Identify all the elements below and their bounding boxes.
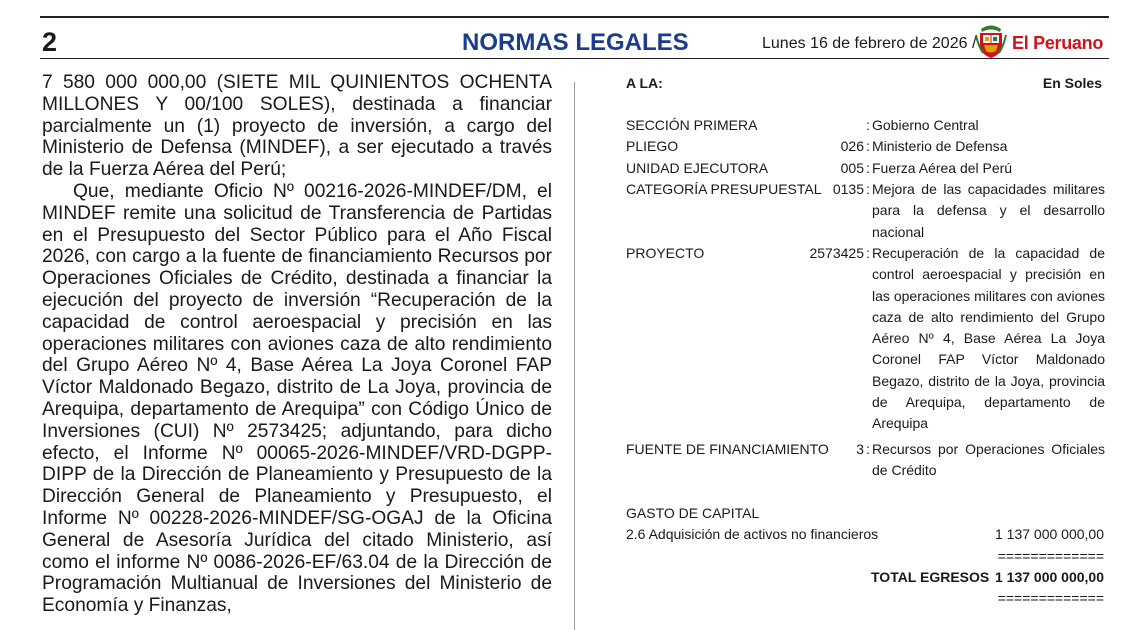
- page-number: 2: [42, 27, 58, 57]
- row-code-categoria: 0135: [832, 181, 864, 197]
- row-desc-fuente: : Recursos por Operaciones Oficiales de Crédito: [866, 441, 1105, 479]
- row-label-proyecto: PROYECTO: [626, 245, 705, 261]
- row-label-pliego: PLIEGO: [626, 138, 679, 154]
- subtotal-separator: =============: [997, 548, 1104, 564]
- row-desc-pliego: : Ministerio de Defensa: [866, 138, 1008, 154]
- total-separator: =============: [997, 590, 1104, 606]
- header-bottom-rule: [40, 58, 1109, 59]
- row-desc-unidad: : Fuerza Aérea del Perú: [866, 160, 1013, 176]
- header-top-rule: [40, 16, 1109, 18]
- column-divider: [574, 82, 575, 630]
- row-label-seccion: SECCIÓN PRIMERA: [626, 117, 758, 133]
- paragraph-continuation: 7 580 000 000,00 (SIETE MIL QUINIENTOS OCHENTA MILLONES Y 00/100 SOLES), destinada a financiar parcialmente un (1) proyecto de inversión, a cargo del Ministerio de Defensa (MINDEF), a ser ejecutado a través de la Fuerza Aérea del Perú;: [42, 72, 552, 181]
- expense-item-label: 2.6 Adquisición de activos no financieros: [626, 526, 879, 542]
- row-desc-seccion: : Gobierno Central: [866, 117, 979, 133]
- row-label-unidad: UNIDAD EJECUTORA: [626, 160, 769, 176]
- row-desc-proyecto: : Recuperación de la capacidad de control aeroespacial y precisión en las operaciones militares con aviones caza de alto rendimiento del Grupo Aéreo Nº 4, Base Aérea La Joya Coronel FAP Víctor Maldonado Begazo, distrito de la Joya, provincia de Arequipa, departamento de Arequipa: [866, 245, 1105, 432]
- total-label: TOTAL EGRESOS: [871, 569, 990, 585]
- row-code-fuente: 3: [856, 441, 864, 457]
- heading-a-la: A LA:: [626, 75, 663, 91]
- row-desc-categoria: : Mejora de las capacidades militares para la defensa y el desarrollo nacional: [866, 181, 1105, 240]
- row-code-unidad: 005: [840, 160, 864, 176]
- expense-item-amount: 1 137 000 000,00: [995, 526, 1104, 542]
- row-code-proyecto: 2573425: [809, 245, 864, 261]
- section-title: NORMAS LEGALES: [462, 29, 689, 56]
- left-column-text: [42, 72, 552, 617]
- expense-heading: GASTO DE CAPITAL: [626, 505, 760, 521]
- paragraph-que: Que, mediante Oficio Nº 00216-2026-MINDEF/DM, el MINDEF remite una solicitud de Transferencia de Partidas en el Presupuesto del Sector Público para el Año Fiscal 2026, con cargo a la fuente de financiamiento Recursos por Operaciones Oficiales de Crédito, destinada a financiar la ejecución del proyecto de inversión “Recuperación de la capacidad de control aeroespacial y precisión en las operaciones militares con aviones caza de alto rendimiento del Grupo Aéreo Nº 4, Base Aérea La Joya Coronel FAP Víctor Maldonado Begazo, distrito de La Joya, provincia de Arequipa, departamento de Arequipa” con Código Único de Inversiones (CUI) Nº 2573425; adjuntando, para dicho efecto, el Informe Nº 00065-2026-MINDEF/VRD-DGPP-DIPP de la Dirección de Planeamiento y Presupuesto de la Dirección General de Planeamiento y Presupuesto, el Informe Nº 00228-2026-MINDEF/SG-OGAJ de la Oficina General de Asesoría Jurídica del citado Ministerio, así como el informe Nº 0086-2026-EF/63.04 de la Dirección de Programación Multianual de Inversiones del Ministerio de Economía y Finanzas,: [42, 180, 552, 617]
- row-label-categoria: CATEGORÍA PRESUPUESTAL: [626, 181, 822, 197]
- peru-coat-of-arms-icon: [975, 23, 1007, 59]
- row-label-fuente: FUENTE DE FINANCIAMIENTO: [626, 441, 829, 457]
- row-code-pliego: 026: [840, 138, 864, 154]
- brand-name: El Peruano: [1012, 33, 1104, 53]
- heading-currency: En Soles: [1042, 75, 1102, 91]
- total-amount: 1 137 000 000,00: [995, 569, 1104, 585]
- publication-date: Lunes 16 de febrero de 2026 /: [762, 35, 977, 52]
